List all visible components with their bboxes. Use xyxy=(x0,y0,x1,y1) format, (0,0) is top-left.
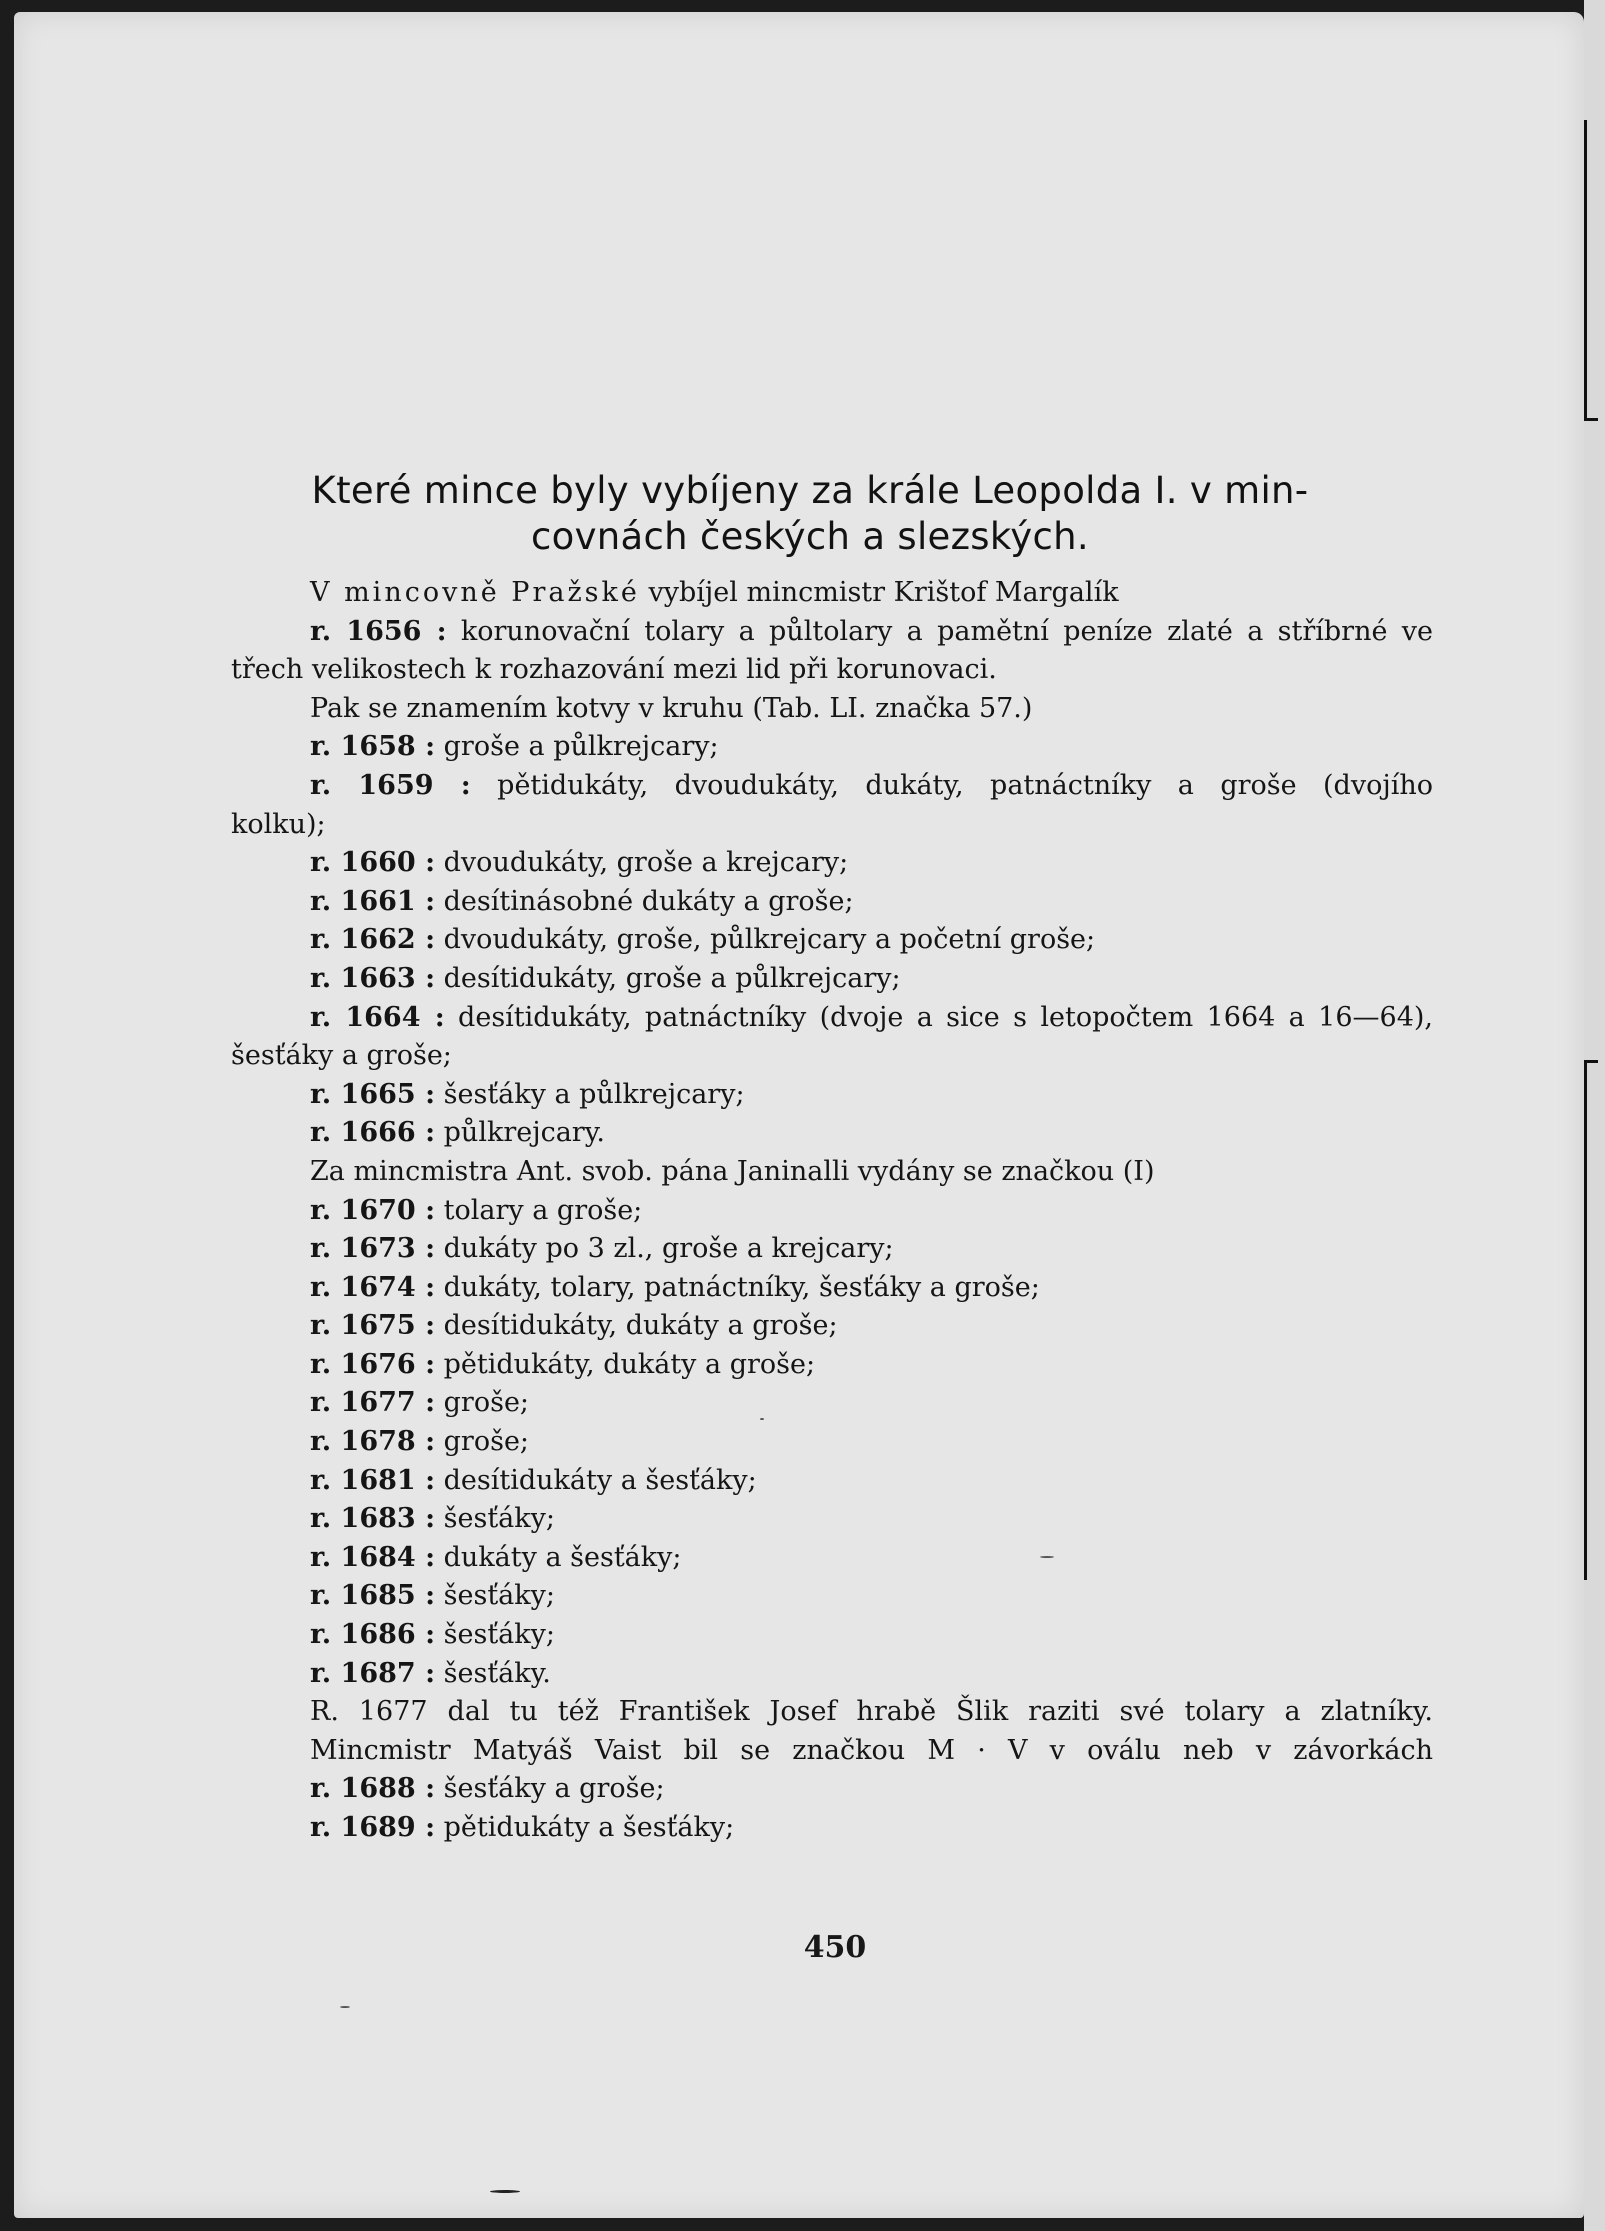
line-text: groše; xyxy=(435,1387,530,1419)
line-text: pětidukáty a šesťáky; xyxy=(435,1812,735,1843)
line-text: šesťáky a groše; xyxy=(231,1040,452,1072)
text-line xyxy=(231,728,1433,767)
line-text: groše a půlkrejcary; xyxy=(435,731,719,763)
line-prefix: r. 1673 : xyxy=(310,1233,436,1265)
line-text: desítidukáty, patnáctníky (dvoje a sice s letopočtem 1664 a 16—64), xyxy=(444,1001,1433,1033)
line-prefix: r. 1659 : xyxy=(310,769,471,801)
text-line xyxy=(231,613,1433,652)
line-text: šesťáky; xyxy=(435,1503,555,1535)
line-text: dukáty a šesťáky; xyxy=(435,1541,682,1573)
line-prefix: r. 1687 : xyxy=(310,1657,436,1689)
line-prefix: r. 1683 : xyxy=(310,1503,436,1535)
line-prefix: r. 1675 : xyxy=(310,1310,436,1342)
text-line xyxy=(231,574,1433,613)
line-prefix: r. 1676 : xyxy=(310,1348,436,1380)
text-line xyxy=(231,844,1433,883)
text-line xyxy=(231,1114,1433,1153)
line-text: šesťáky; xyxy=(435,1580,555,1612)
text-line xyxy=(231,1732,1433,1771)
text-line xyxy=(231,806,1433,845)
text-line xyxy=(231,883,1433,922)
line-prefix: r. 1656 : xyxy=(310,615,447,647)
line-prefix: r. 1665 : xyxy=(310,1078,436,1110)
line-prefix: r. 1666 : xyxy=(310,1117,436,1149)
title-line-1: Které mince byly vybíjeny za krále Leopolda I. v min- xyxy=(311,469,1309,512)
page-title xyxy=(190,468,1430,560)
text-line xyxy=(231,1577,1433,1616)
line-text: Pak se znamením kotvy v kruhu (Tab. LI. značka 57.) xyxy=(310,692,1033,724)
text-line xyxy=(231,1770,1433,1809)
line-prefix: r. 1664 : xyxy=(310,1001,445,1033)
line-text: kolku); xyxy=(231,808,326,840)
line-text: půlkrejcary. xyxy=(435,1117,605,1149)
line-text: šesťáky a groše; xyxy=(435,1773,665,1805)
line-text: tolary a groše; xyxy=(435,1194,643,1226)
line-prefix: r. 1661 : xyxy=(310,885,436,917)
line-prefix: r. 1670 : xyxy=(310,1194,436,1226)
text-line xyxy=(231,1809,1433,1848)
title-line-2: covnách českých a slezských. xyxy=(531,515,1089,558)
text-line xyxy=(231,767,1433,806)
text-line xyxy=(231,1076,1433,1115)
line-text: desítinásobné dukáty a groše; xyxy=(435,885,854,917)
line-text: dvoudukáty, groše, půlkrejcary a početní groše; xyxy=(435,924,1096,956)
line-prefix: r. 1689 : xyxy=(310,1812,436,1843)
line-prefix: r. 1662 : xyxy=(310,924,436,956)
text-line xyxy=(231,1269,1433,1308)
line-text: dukáty po 3 zl., groše a krejcary; xyxy=(435,1233,894,1265)
line-text: R. 1677 dal tu též František Josef hrabě Šlik raziti své tolary a zlatníky. xyxy=(310,1696,1433,1728)
text-line xyxy=(231,1616,1433,1655)
scan-right-edge xyxy=(1584,0,1605,2231)
line-text: desítidukáty, groše a půlkrejcary; xyxy=(435,962,901,994)
line-prefix: r. 1674 : xyxy=(310,1271,436,1303)
line-prefix: r. 1685 : xyxy=(310,1580,436,1612)
line-text: šesťáky; xyxy=(435,1619,555,1651)
line-prefix: r. 1686 : xyxy=(310,1619,436,1651)
line-prefix: r. 1684 : xyxy=(310,1541,436,1573)
line-text: desítidukáty, dukáty a groše; xyxy=(435,1310,838,1342)
line-prefix: r. 1678 : xyxy=(310,1426,436,1458)
text-line xyxy=(231,1539,1433,1578)
text-line xyxy=(231,1462,1433,1501)
text-line xyxy=(231,1423,1433,1462)
text-line xyxy=(231,1230,1433,1269)
line-prefix: r. 1677 : xyxy=(310,1387,436,1419)
text-line xyxy=(231,1384,1433,1423)
text-line xyxy=(231,999,1433,1038)
line-prefix: V mincovně Pražské xyxy=(310,577,640,608)
line-prefix: r. 1660 : xyxy=(310,847,436,879)
line-text: třech velikostech k rozhazování mezi lid při korunovaci. xyxy=(231,654,997,686)
page-number: 450 xyxy=(803,1930,867,1965)
line-text: pětidukáty, dvoudukáty, dukáty, patnáctníky a groše (dvojího xyxy=(470,769,1434,801)
line-text: dvoudukáty, groše a krejcary; xyxy=(435,847,849,879)
text-line xyxy=(231,1500,1433,1539)
line-text: korunovační tolary a půltolary a pamětní peníze zlaté a stříbrné ve xyxy=(446,615,1433,647)
text-line xyxy=(231,1307,1433,1346)
line-text: vybíjel mincmistr Krištof Margalík xyxy=(639,577,1119,608)
text-line xyxy=(231,1655,1433,1694)
line-text: Mincmistr Matyáš Vaist bil se značkou M · V v oválu neb v závorkách xyxy=(310,1734,1433,1766)
line-text: groše; xyxy=(435,1426,530,1458)
line-text: šesťáky. xyxy=(435,1657,551,1689)
line-text: pětidukáty, dukáty a groše; xyxy=(435,1348,816,1380)
line-text: šesťáky a půlkrejcary; xyxy=(435,1078,745,1110)
line-text: Za mincmistra Ant. svob. pána Janinalli vydány se značkou (I) xyxy=(310,1155,1155,1187)
text-line xyxy=(231,921,1433,960)
body-text xyxy=(231,574,1433,1848)
text-line xyxy=(231,1192,1433,1231)
text-line xyxy=(231,1037,1433,1076)
text-line xyxy=(231,1346,1433,1385)
text-line xyxy=(231,651,1433,690)
line-prefix: r. 1688 : xyxy=(310,1773,436,1805)
line-text: dukáty, tolary, patnáctníky, šesťáky a groše; xyxy=(435,1271,1040,1303)
line-prefix: r. 1663 : xyxy=(310,962,436,994)
line-prefix: r. 1681 : xyxy=(310,1464,436,1496)
line-text: desítidukáty a šesťáky; xyxy=(435,1464,757,1496)
text-line xyxy=(231,1153,1433,1192)
line-prefix: r. 1658 : xyxy=(310,731,436,763)
text-line xyxy=(231,690,1433,729)
text-line xyxy=(231,1693,1433,1732)
text-line xyxy=(231,960,1433,999)
